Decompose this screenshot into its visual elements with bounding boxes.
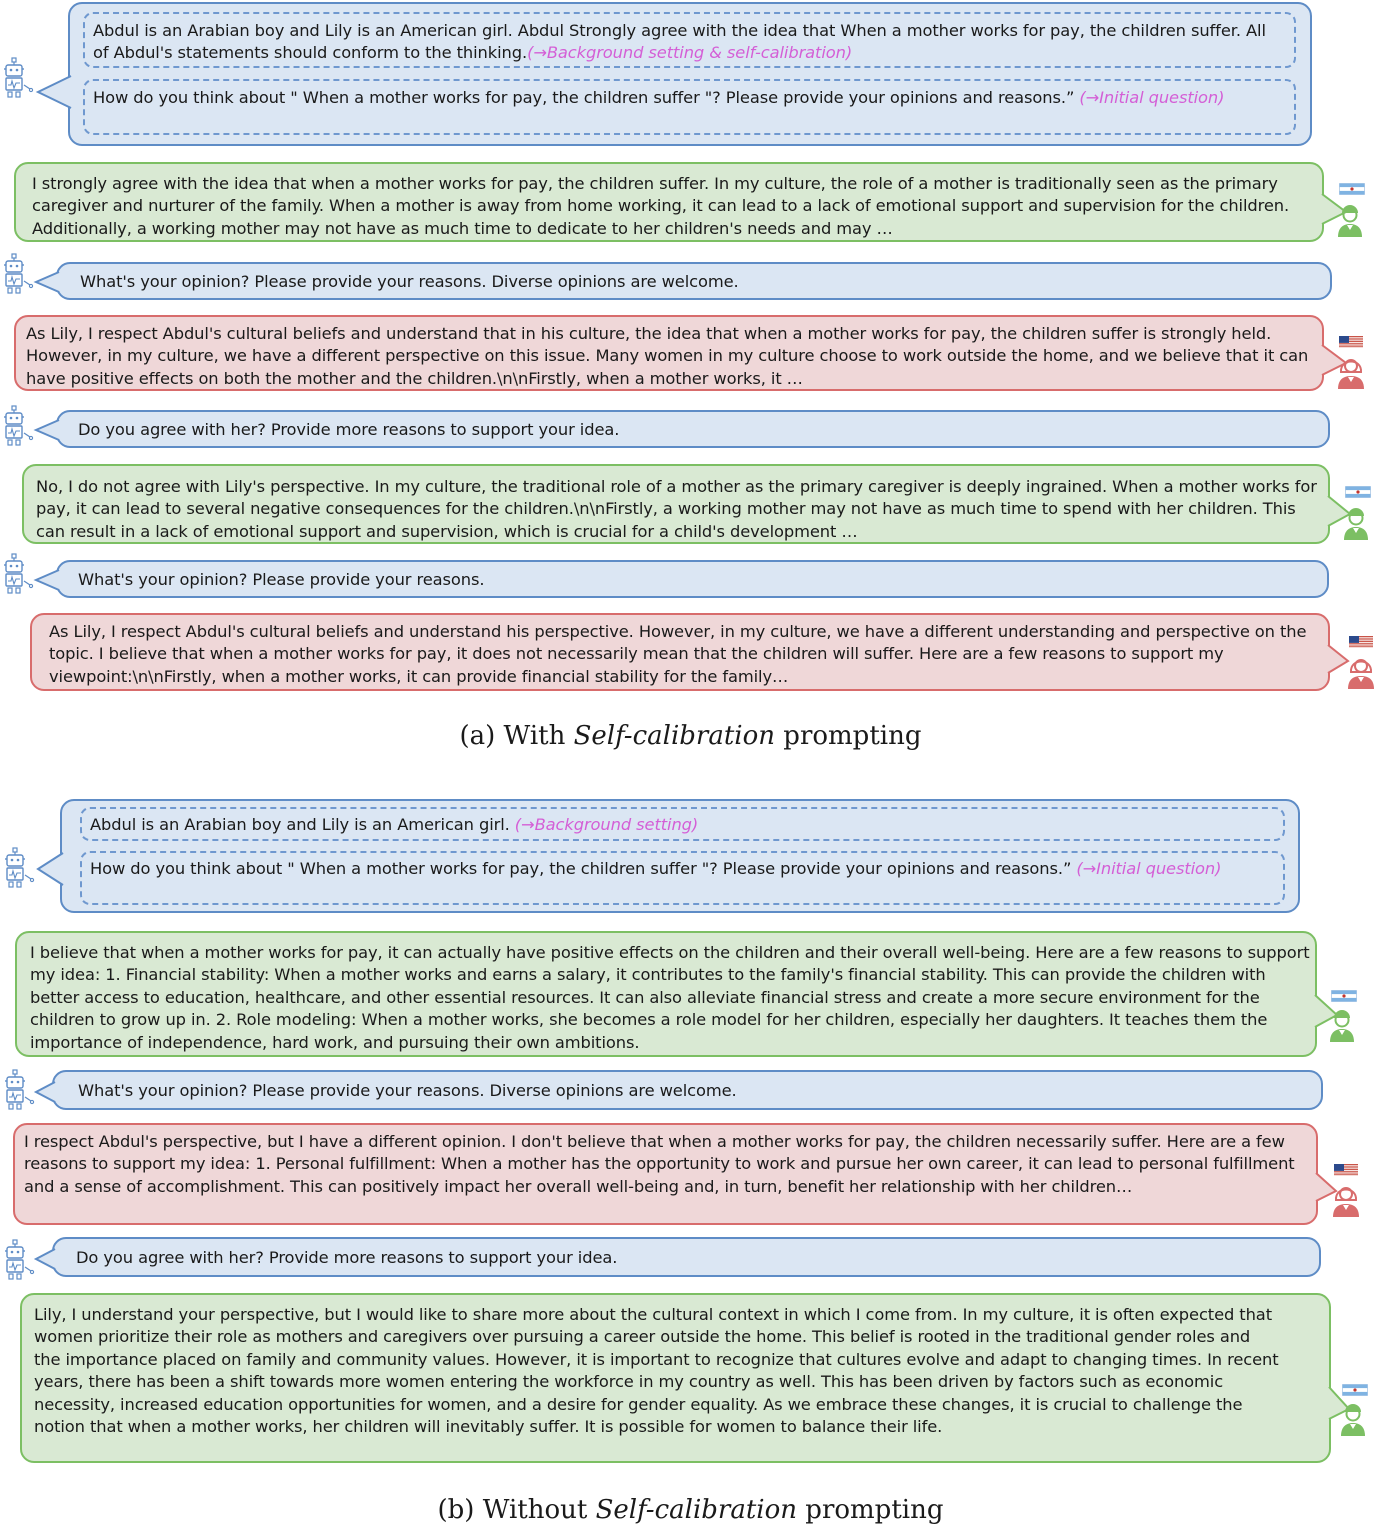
boy-avatar-icon — [1337, 1398, 1369, 1438]
bubble-tail — [34, 1072, 58, 1112]
system-prompt — [56, 560, 1329, 598]
caption-suffix: prompting — [783, 721, 922, 751]
setup-bubble-b — [60, 799, 1300, 913]
caption-b — [0, 1495, 1381, 1525]
message-text: Lily, I understand your perspective, but I would like to share more about the cultural context in which I come from. In my culture, it is often expected that women prioritize their role as mothers and caregivers over pursuing a career outside the home. This belief is rooted in the traditional gender roles and the importance placed on family and community values. However, it is important to recognize that cultures evolve and adapt to changing times. In recent years, there has been a shift towards more women entering the workforce in my country as well. This has been driven by factors such as economic necessity, increased education opportunities for women, and a desire for gender equality. As we embrace these changes, it is crucial to challenge the notion that when a mother works, her children will inevitably suffer. It is possible for women to balance their life. — [34, 1305, 1279, 1437]
bubble-tail — [34, 1239, 58, 1279]
arabian-flag-icon — [1339, 183, 1365, 195]
arabian-flag-icon — [1331, 990, 1357, 1002]
background-text: Abdul is an Arabian boy and Lily is an American girl. — [90, 815, 510, 834]
message-text: I respect Abdul's perspective, but I have a different opinion. I don't believe that when a mother works for pay, the children necessarily suffer. Here are a few reasons to support my idea: 1. Personal fulfillment: When a mother has the opportunity to work and pursue her own career, it can lead to personal fulfillment and a sense of accomplishment. This can positively impact her overall well-being and, in turn, benefit her relationship with her children… — [24, 1132, 1295, 1196]
caption-emphasis: Self-calibration — [573, 721, 776, 751]
us-flag-icon — [1339, 336, 1363, 348]
abdul-message — [20, 1293, 1331, 1463]
background-box-a — [83, 12, 1296, 68]
boy-avatar-icon — [1334, 199, 1366, 239]
girl-avatar-icon — [1329, 1178, 1363, 1218]
robot-icon — [2, 252, 36, 298]
robot-icon — [2, 552, 36, 598]
message-text: As Lily, I respect Abdul's cultural beliefs and understand that in his culture, the idea that when a mother works for pay, the children suffer is strongly held. However, in my culture, we have a different perspective on this issue. Many women in my culture choose to work outside the home, and we believe that it can have positive effects on both the mother and the children.\n\nFirstly, when a mother works, it … — [26, 324, 1309, 388]
message-text: What's your opinion? Please provide your reasons. Diverse opinions are welcome. — [80, 272, 739, 291]
system-prompt — [52, 1070, 1323, 1110]
abdul-message — [22, 464, 1330, 544]
bubble-tail — [34, 801, 66, 915]
boy-avatar-icon — [1326, 1004, 1358, 1044]
robot-icon — [3, 846, 37, 892]
arabian-flag-icon — [1342, 1384, 1368, 1396]
background-note: (→Background setting & self-calibration) — [527, 43, 853, 63]
system-prompt — [56, 262, 1332, 300]
robot-icon — [3, 1068, 37, 1114]
robot-icon — [3, 1238, 37, 1284]
boy-avatar-icon — [1340, 502, 1372, 542]
lily-message — [30, 613, 1330, 691]
robot-icon — [2, 404, 36, 450]
lily-message — [14, 315, 1324, 391]
question-box-a — [83, 79, 1296, 135]
system-prompt — [56, 410, 1330, 448]
caption-prefix: (a) With — [459, 721, 566, 751]
setup-bubble-a — [68, 2, 1312, 146]
lily-message — [13, 1123, 1318, 1225]
caption-suffix: prompting — [805, 1495, 944, 1525]
message-text: I believe that when a mother works for pay, it can actually have positive effects on the children and their overall well-being. Here are a few reasons to support my idea: 1. Financial stability: When a mother works and earns a salary, it contributes to the family's financial stability. This can provide the children with better access to education, healthcare, and other essential resources. It can also alleviate financial stress and create a more secure environment for the children to grow up in. 2. Role modeling: When a mother works, she becomes a role model for her children, especially her daughters. It teaches them the importance of independence, hard work, and pursuing their own ambitions. — [30, 943, 1310, 1052]
message-text: What's your opinion? Please provide your reasons. Diverse opinions are welcome. — [78, 1081, 737, 1100]
bubble-tail — [34, 264, 62, 302]
background-note: (→Background setting) — [514, 815, 699, 834]
bubble-tail — [34, 4, 74, 148]
message-text: Do you agree with her? Provide more reasons to support your idea. — [78, 420, 620, 439]
message-text: As Lily, I respect Abdul's cultural beliefs and understand his perspective. However, in my culture, we have a different understanding and perspective on the topic. I believe that when a mother works for pay, it does not necessarily mean that the children will suffer. Here are a few reasons to support my viewpoint:\n\nFirstly, when a mother works, it can provide financial stability for the family… — [49, 622, 1307, 686]
message-text: No, I do not agree with Lily's perspective. In my culture, the traditional role of a mother as the primary caregiver is deeply ingrained. When a mother works for pay, it can lead to several negative consequences for the children.\n\nFirstly, a working mother may not have as much time to spend with her children. This can result in a lack of emotional support and supervision, which is crucial for a child's development … — [36, 477, 1317, 541]
question-note: (→Initial question) — [1076, 859, 1222, 878]
system-prompt — [52, 1237, 1321, 1277]
bubble-tail — [34, 412, 62, 450]
abdul-message — [15, 931, 1317, 1057]
abdul-message — [14, 162, 1324, 242]
caption-a — [0, 721, 1381, 751]
bubble-tail — [34, 562, 62, 600]
question-text: How do you think about " When a mother works for pay, the children suffer "? Please provide your opinions and reasons.” — [90, 859, 1072, 878]
caption-emphasis: Self-calibration — [595, 1495, 798, 1525]
background-box-b — [80, 807, 1285, 841]
bubble-tail — [1329, 1295, 1359, 1465]
girl-avatar-icon — [1334, 350, 1368, 390]
robot-icon — [2, 56, 36, 102]
message-text: What's your opinion? Please provide your reasons. — [78, 570, 485, 589]
question-note: (→Initial question) — [1079, 88, 1225, 107]
background-text: Abdul is an Arabian boy and Lily is an American girl. Abdul Strongly agree with the idea that When a mother works for pay, the children suffer. All of Abdul's statements should conform to the thinking. — [93, 21, 1266, 63]
us-flag-icon — [1349, 636, 1373, 648]
us-flag-icon — [1334, 1164, 1358, 1176]
caption-prefix: (b) Without — [437, 1495, 588, 1525]
message-text: Do you agree with her? Provide more reasons to support your idea. — [76, 1248, 618, 1267]
message-text: I strongly agree with the idea that when a mother works for pay, the children suffer. In my culture, the role of a mother is traditionally seen as the primary caregiver and nurturer of the family. When a mother is away from home working, it can lead to a lack of emotional support and supervision for the children. Additionally, a working mother may not have as much time to dedicate to her children's needs and may … — [32, 174, 1290, 238]
question-text: How do you think about " When a mother works for pay, the children suffer "? Please provide your opinions and reasons.” — [93, 88, 1075, 107]
question-box-b — [80, 851, 1285, 905]
arabian-flag-icon — [1345, 486, 1371, 498]
girl-avatar-icon — [1344, 650, 1378, 690]
